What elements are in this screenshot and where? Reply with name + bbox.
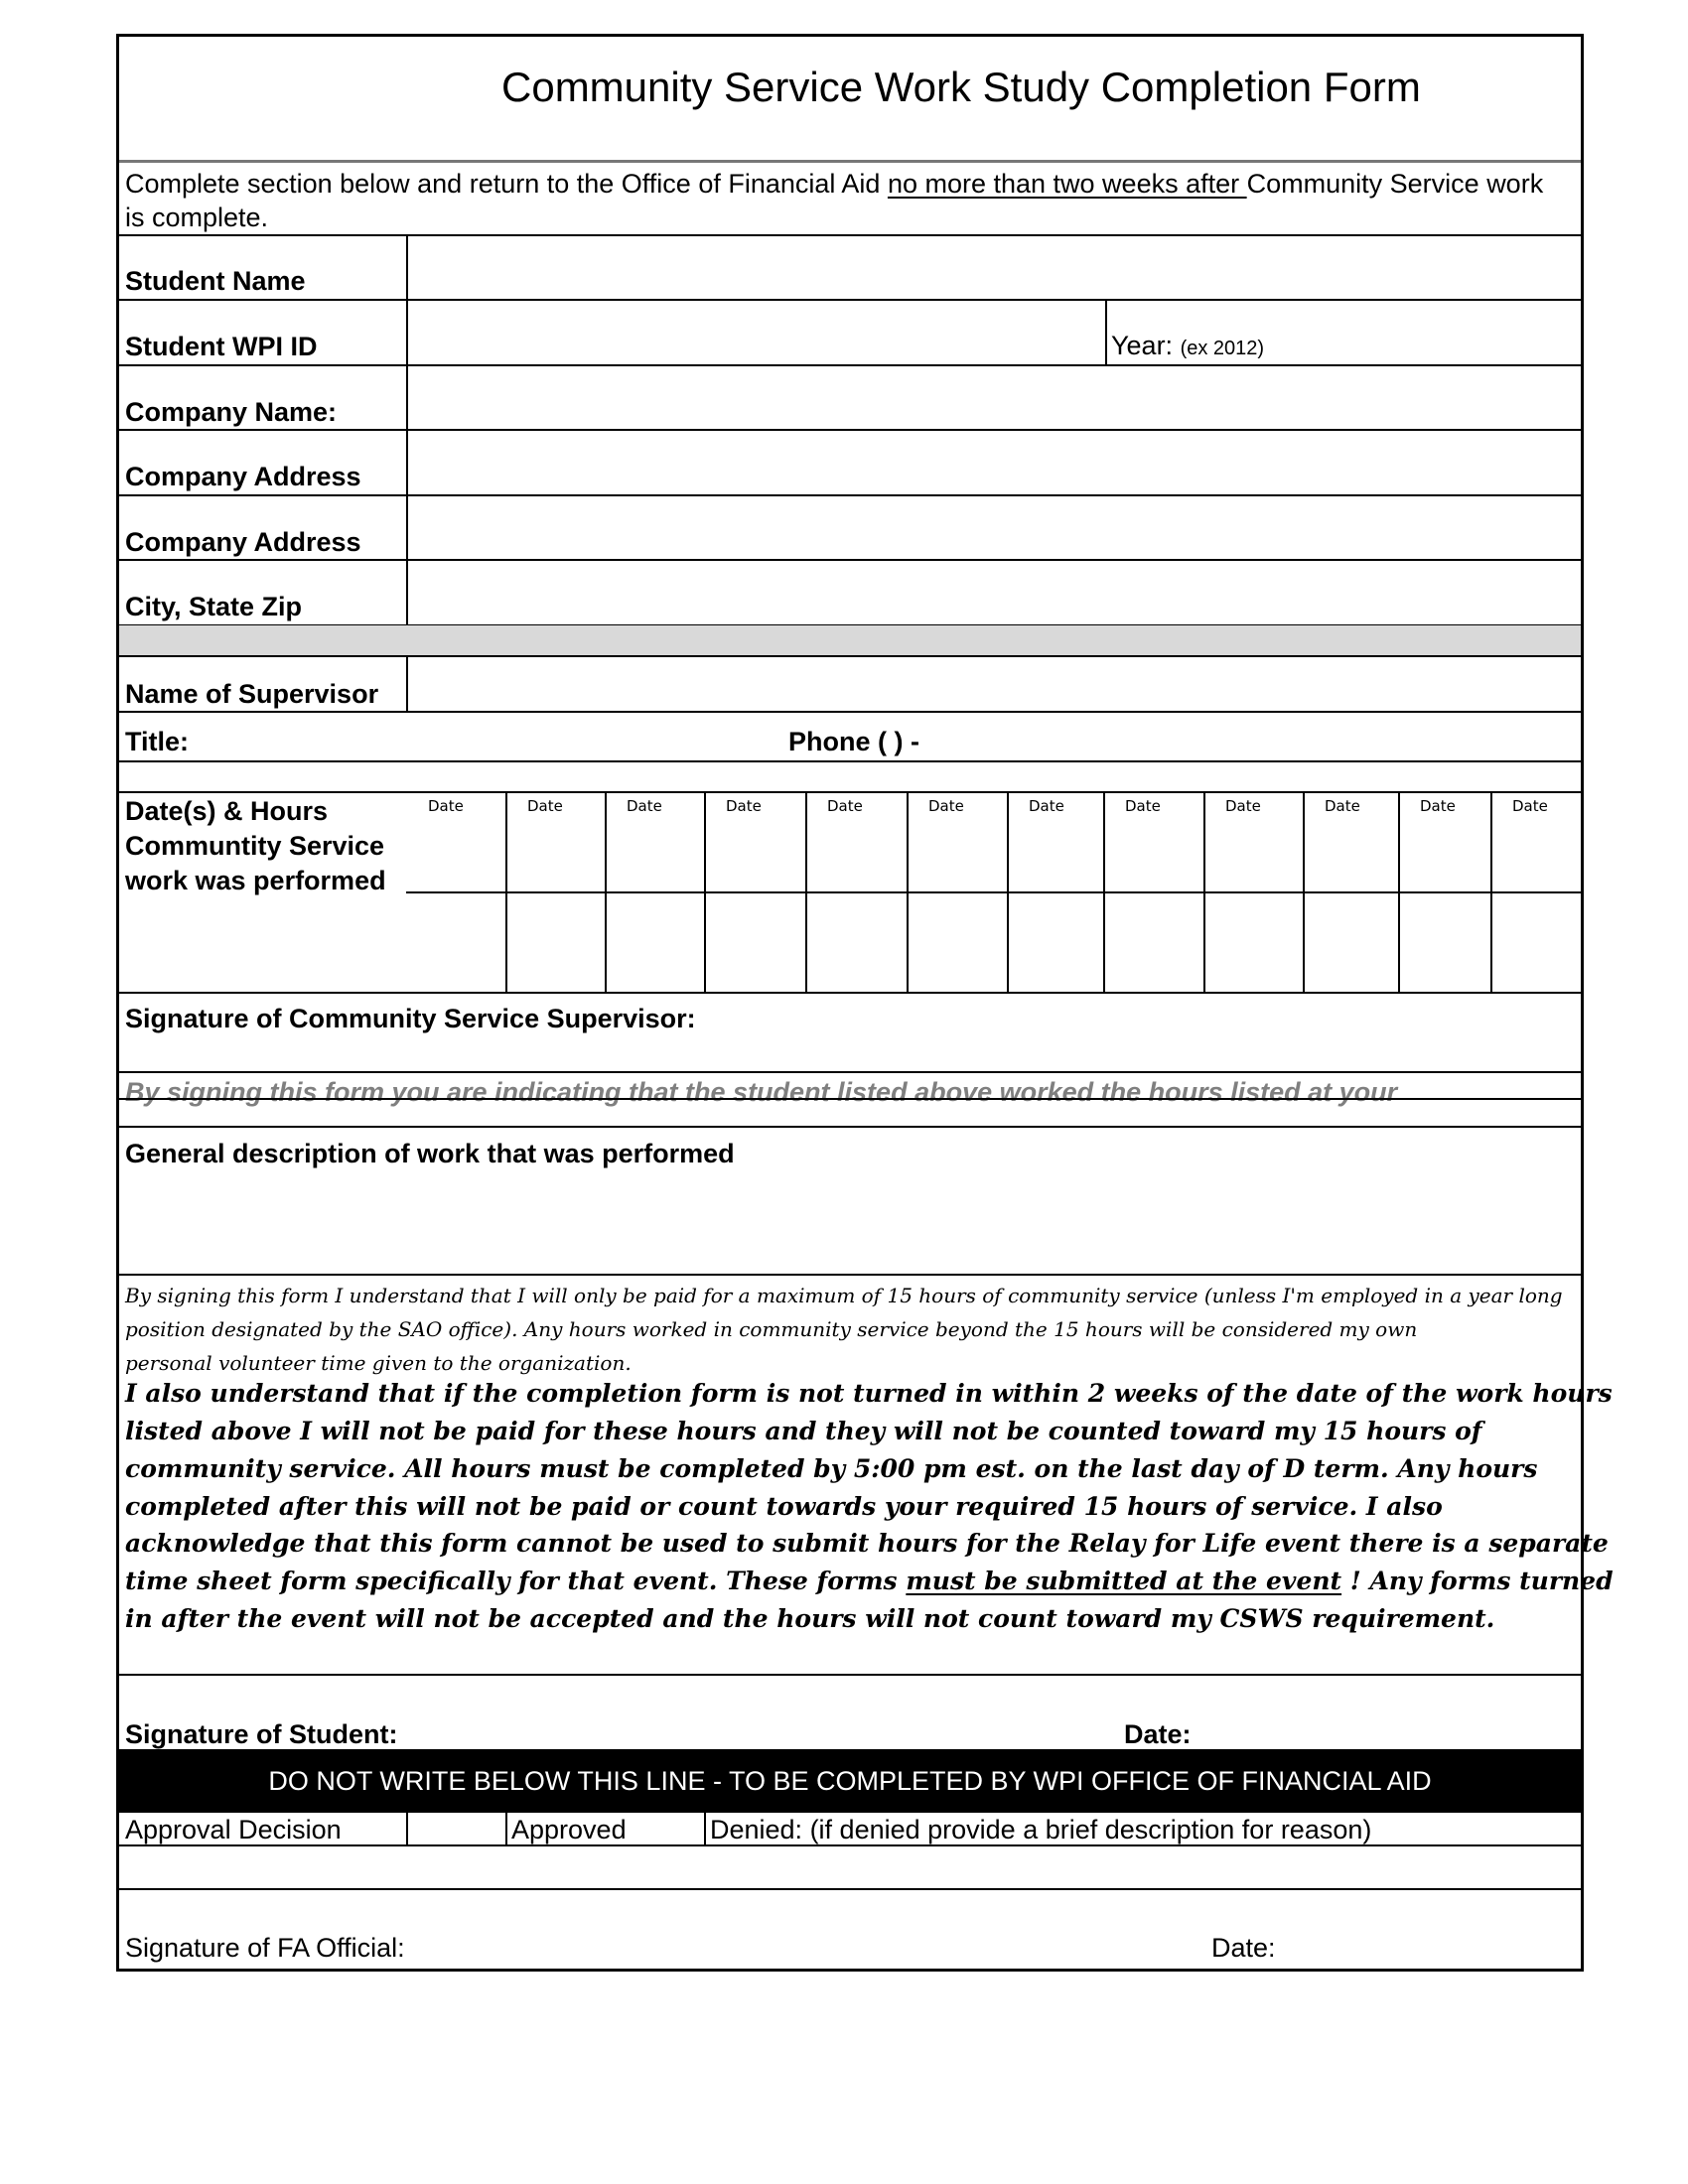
divider [119, 1674, 1581, 1676]
hours-cell[interactable] [909, 893, 1005, 990]
agreement-bold-line-3: community service. All hours must be completed by 5:00 pm est. on the last day of D term. Any hours [125, 1454, 1538, 1483]
hours-cell[interactable] [1105, 893, 1201, 990]
date-header: Date [1325, 797, 1360, 815]
divider [406, 234, 408, 624]
divider [119, 760, 1581, 762]
student-id-label: Student WPI ID [125, 332, 318, 361]
student-signature-date-field[interactable] [1206, 1677, 1581, 1746]
agreement-bold-line-4: completed after this will not be paid or count towards your required 15 hours of service. I also [125, 1492, 1443, 1521]
agreement-text: time sheet form specifically for that event. These forms [125, 1567, 907, 1595]
date-cell[interactable] [607, 793, 702, 889]
supervisor-phone-label: Phone ( ) - [788, 727, 919, 756]
hours-cell[interactable] [706, 893, 803, 990]
divider [119, 1126, 1581, 1128]
date-header: Date [428, 797, 464, 815]
student-signature-date-label: Date: [1124, 1719, 1192, 1749]
company-name-label: Company Name: [125, 397, 338, 427]
hours-label-line-1: Date(s) & Hours [125, 796, 329, 826]
form-title: Community Service Work Study Completion Form [501, 64, 1421, 110]
student-id-field[interactable] [409, 301, 1104, 362]
divider [119, 160, 1581, 163]
supervisor-name-label: Name of Supervisor [125, 679, 379, 709]
student-name-field[interactable] [409, 236, 1581, 298]
agreement-bold-line-7: in after the event will not be accepted and the hours will not count toward my CSWS requirement. [125, 1604, 1495, 1633]
supervisor-signature-note: By signing this form you are indicating that the student listed above worked the hours listed at your [125, 1077, 1398, 1107]
divider [704, 1813, 706, 1844]
hours-cell[interactable] [607, 893, 702, 990]
date-cell[interactable] [1492, 793, 1582, 889]
agreement-small-line-3: personal volunteer time given to the organization. [125, 1351, 632, 1375]
student-name-label: Student Name [125, 266, 306, 296]
hours-cell[interactable] [408, 893, 503, 990]
year-label [1111, 333, 1264, 359]
agreement-small-line-2: position designated by the SAO office). Any hours worked in community service beyond the 15 hours will be considered my own [125, 1317, 1418, 1341]
date-cell[interactable] [1400, 793, 1488, 889]
denied-label: Denied: (if denied provide a brief description for reason) [710, 1815, 1372, 1844]
date-cell[interactable] [909, 793, 1005, 889]
approval-checkbox[interactable] [409, 1815, 504, 1843]
date-cell[interactable] [1009, 793, 1101, 889]
date-header: Date [827, 797, 863, 815]
date-header: Date [527, 797, 563, 815]
hours-cell[interactable] [1400, 893, 1488, 990]
instructions-line-1 [125, 171, 1543, 198]
year-field[interactable] [1311, 301, 1581, 362]
company-address-2-field[interactable] [409, 496, 1581, 558]
completion-form [116, 34, 1614, 1972]
date-cell[interactable] [1205, 793, 1301, 889]
date-header: Date [1125, 797, 1161, 815]
date-header: Date [1225, 797, 1261, 815]
date-cell[interactable] [706, 793, 803, 889]
date-cell[interactable] [507, 793, 603, 889]
hours-cell[interactable] [1009, 893, 1101, 990]
hours-grid [406, 791, 1581, 992]
divider [505, 1813, 507, 1844]
year-label-text: Year: [1111, 331, 1174, 360]
divider [119, 1274, 1581, 1276]
approved-label: Approved [511, 1815, 627, 1844]
supervisor-title-label: Title: [125, 727, 190, 756]
fa-signature-date-field[interactable] [1281, 1890, 1581, 1968]
hours-cell[interactable] [1492, 893, 1582, 990]
city-state-zip-label: City, State Zip [125, 592, 303, 621]
agreement-bold-line-1: I also understand that if the completion form is not turned in within 2 weeks of the date of the work hours [125, 1379, 1613, 1408]
supervisor-name-field[interactable] [409, 657, 1581, 709]
hours-cell[interactable] [807, 893, 905, 990]
instructions-text: Complete section below and return to the Office of Financial Aid [125, 169, 888, 199]
date-cell[interactable] [1305, 793, 1396, 889]
divider [119, 1098, 1581, 1100]
supervisor-signature-label: Signature of Community Service Supervisor: [125, 1004, 696, 1033]
hours-cell[interactable] [1305, 893, 1396, 990]
company-address-1-field[interactable] [409, 431, 1581, 492]
instructions-line-2: is complete. [125, 203, 269, 232]
city-state-zip-field[interactable] [409, 561, 1581, 622]
denial-reason-field[interactable] [119, 1846, 1581, 1886]
fa-signature-field[interactable] [417, 1890, 1192, 1968]
fa-signature-label: Signature of FA Official: [125, 1933, 405, 1963]
date-header: Date [1512, 797, 1548, 815]
work-description-label: General description of work that was performed [125, 1139, 735, 1168]
date-header: Date [928, 797, 964, 815]
work-description-field[interactable] [119, 1176, 1581, 1272]
divider [119, 1071, 1581, 1073]
divider [406, 1813, 408, 1844]
student-signature-field[interactable] [407, 1677, 1102, 1746]
agreement-bold-line-2: listed above I will not be paid for these hours and they will not be counted toward my 15 hours of [125, 1417, 1482, 1445]
instructions-deadline: no more than two weeks after [887, 169, 1247, 199]
agreement-text-end: ! Any forms turned [1341, 1567, 1614, 1595]
date-header: Date [627, 797, 662, 815]
agreement-bold-line-6 [125, 1569, 1614, 1593]
date-cell[interactable] [1105, 793, 1201, 889]
office-use-banner-text: DO NOT WRITE BELOW THIS LINE - TO BE COMPLETED BY WPI OFFICE OF FINANCIAL AID [268, 1766, 1432, 1796]
fa-signature-date-label: Date: [1211, 1933, 1276, 1963]
hours-label-line-3: work was performed [125, 866, 386, 895]
date-header: Date [1029, 797, 1064, 815]
date-cell[interactable] [408, 793, 503, 889]
company-address-1-label: Company Address [125, 462, 361, 491]
year-hint: (ex 2012) [1180, 338, 1265, 359]
supervisor-signature-field[interactable] [119, 1037, 1581, 1069]
company-address-2-label: Company Address [125, 527, 361, 557]
date-cell[interactable] [807, 793, 905, 889]
supervisor-phone-field[interactable] [923, 713, 1221, 758]
instructions-text-end: Community Service work [1246, 169, 1544, 199]
divider [1105, 299, 1107, 364]
hours-cell[interactable] [507, 893, 603, 990]
student-signature-label: Signature of Student: [125, 1719, 398, 1749]
divider [406, 655, 408, 711]
company-name-field[interactable] [409, 366, 1581, 428]
date-header: Date [1420, 797, 1456, 815]
agreement-bold-line-5: acknowledge that this form cannot be used to submit hours for the Relay for Life event there is a separate [125, 1529, 1609, 1558]
date-header: Date [726, 797, 762, 815]
hours-cell[interactable] [1205, 893, 1301, 990]
approval-decision-label: Approval Decision [125, 1815, 342, 1844]
section-separator [119, 625, 1581, 655]
supervisor-title-field[interactable] [209, 713, 774, 758]
hours-label-line-2: Communtity Service [125, 831, 385, 861]
agreement-small-line-1: By signing this form I understand that I will only be paid for a maximum of 15 hours of community service (unless I'm employed in a year long [125, 1284, 1563, 1307]
agreement-emphasis: must be submitted at the event [906, 1567, 1342, 1595]
divider [119, 992, 1581, 994]
